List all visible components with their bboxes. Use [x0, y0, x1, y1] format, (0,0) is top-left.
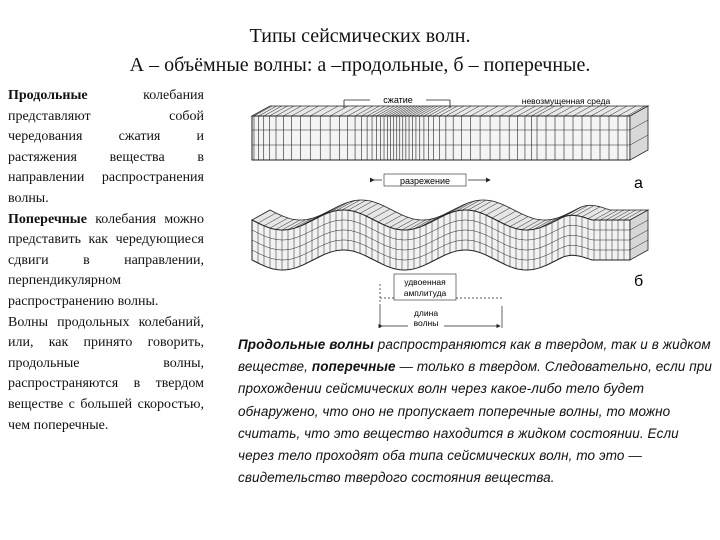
longitudinal-description: колебания представляют собой чередования сжатия и растяжения вещества в направлении распространения волны. — [8, 88, 204, 206]
rarefaction-label: разрежение — [400, 176, 450, 186]
right-paragraph-part-1: распространяются как в твердом, так и в жидком веществе, — [238, 337, 711, 375]
longitudinal-waves-term: Продольные волны — [238, 337, 374, 352]
amplitude-label-line-1: удвоенная — [404, 277, 446, 287]
compression-label: сжатие — [383, 95, 413, 105]
longitudinal-term: Продольные — [8, 88, 88, 103]
label-a: а — [634, 175, 643, 192]
transverse-term: Поперечные — [8, 211, 87, 227]
undisturbed-medium-label: невозмущенная среда — [521, 96, 611, 106]
label-b: б — [634, 273, 644, 290]
transverse-waves-term: поперечные — [311, 359, 396, 375]
wavelength-label-line-1: длина — [413, 308, 439, 318]
title-line-2: А – объёмные волны: а –продольные, б – поперечные. — [129, 54, 591, 76]
transverse-wave-block — [252, 200, 648, 270]
seismic-waves-illustration — [232, 94, 664, 334]
slide-title — [0, 22, 720, 80]
left-paragraph — [8, 86, 204, 436]
amplitude-label-line-2: амплитуда — [403, 288, 447, 298]
title-line-1: Типы сейсмических волн. — [249, 25, 471, 47]
speed-comparison-text: Волны продольных колебаний, или, как принято говорить, продольные волны, распространяются в твердом веществе с большей скоростью, чем поперечные. — [8, 314, 204, 433]
transverse-description: колебания можно представить как чередующиеся сдвиги в направлении, перпендикулярном распространению волны. — [8, 211, 204, 309]
longitudinal-wave-block — [252, 106, 648, 160]
wavelength-label-line-2: волны — [413, 318, 439, 328]
amplitude-annotation — [380, 274, 502, 306]
wavelength-annotation — [380, 306, 502, 330]
right-paragraph-part-2: — только в твердом. Следовательно, если при прохождении сейсмических волн через какое-либо тело будет обнаружено, что оно не пропускает поперечные волны, то можно считать, что это вещество находится в жидком состоянии. Если через тело проходят оба типа сейсмических волн, то это — свидетельство твердого состояния вещества. — [238, 359, 713, 486]
rarefaction-label-group — [374, 173, 490, 187]
seismic-waves-figure — [232, 94, 664, 334]
right-paragraph — [238, 334, 712, 489]
